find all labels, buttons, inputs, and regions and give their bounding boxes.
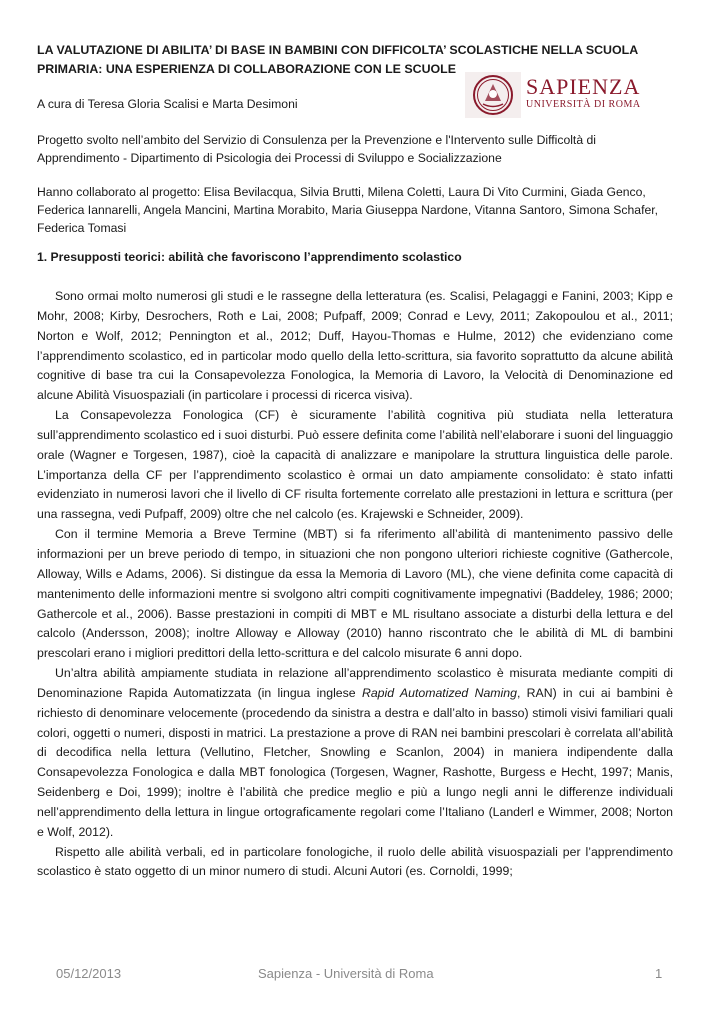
paragraph-text: , RAN) in cui ai bambini è richiesto di denominare velocemente (procedendo da sinistra a destra e dall’alto in basso) stimoli visivi familiari quali colori, oggetti o numeri, disposti in matrici. La prestazione a prove di RAN nei bambini prescolari è correlata all’abilità di decodifica nella lettura (Vellutino, Fletcher, Snowling e Scanlon, 2004) in maniera indipendente dalla Consapevolezza Fonologica e dalla MBT fonologica (Torgesen, Wagner, Rashotte, Burgess e Hecht, 1997; Manis, Seidenberg e Doi, 1999); inoltre è l’abilità che predice meglio e più a lungo negli anni le differenze individuali nell’apprendimento della lettura in lingue ortograficamente regolari come l’Italiano (Landerl e Wimmer, 2008; Norton e Wolf, 2012). — [37, 685, 674, 839]
logo-subtitle: UNIVERSITÀ DI ROMA — [526, 99, 641, 110]
section-heading: 1. Presupposti teorici: abilità che favoriscono l’apprendimento scolastico — [37, 250, 462, 264]
project-description: Progetto svolto nell’ambito del Servizio di Consulenza per la Prevenzione e l'Intervento sulle Difficoltà di Apprendimento - Dipartimento di Psicologia dei Processi di Sviluppo e Socializzazione — [37, 133, 596, 165]
paragraph: Con il termine Memoria a Breve Termine (MBT) si fa riferimento all’abilità di mantenimento passivo delle informazioni per un breve periodo di tempo, in situazioni che non pongono ulteriori richieste cognitive (Gathercole, Alloway, Wills e Adams, 2006). Si distingue da essa la Memoria di Lavoro (ML), che viene definita come capacità di mantenimento delle informazioni mentre si svolgono altri compiti cognitivamente impegnativi (Baddeley, 1986; 2000; Gathercole et al., 2006). Basse prestazioni in compiti di MBT e ML risultano associate a disturbi della lettura e del calcolo (Andersson, 2008); inoltre Alloway e Alloway (2010) hanno riscontrato che le abilità di ML di bambini prescolari erano i migliori predittori della letto-scrittura e del calcolo misurate 6 anni dopo. — [37, 527, 673, 661]
paragraph-text: Un’altra abilità ampiamente studiata in relazione all’apprendimento scolastico è misurata mediante compiti di Denominazione Rapida Automatizzata (in lingua inglese — [37, 666, 673, 700]
page-number: 1 — [655, 966, 663, 981]
paragraph — [37, 664, 673, 843]
logo-name: SAPIENZA — [526, 74, 641, 99]
body-text — [37, 287, 673, 882]
footer-institution: Sapienza - Università di Roma — [258, 966, 434, 981]
curators-line: A cura di Teresa Gloria Scalisi e Marta Desimoni — [37, 97, 298, 111]
paragraph: Sono ormai molto numerosi gli studi e le rassegne della letteratura (es. Scalisi, Pelagaggi e Fanini, 2003; Kipp e Mohr, 2008; Kirby, Desrochers, Roth e Lai, 2008; Pufpaff, 2009; Conrad e Levy, 2011; Zakopoulou et al., 2011; Norton e Wolf, 2012; Pennington et al., 2012; Duff, Hayou-Thomas e Hulme, 2012) che evidenziano come l’apprendimento scolastico, ed in particolar modo quello della letto-scrittura, sia favorito soprattutto da alcune abilità cognitive di base tra cui la Consapevolezza Fonologica, la Memoria di Lavoro, la Velocità di Denominazione ed alcune Abilità Visuospaziali (in particolare i processi di ricerca visiva). — [37, 289, 673, 403]
paragraph: La Consapevolezza Fonologica (CF) è sicuramente l’abilità cognitiva più studiata nella letteratura sull’apprendimento scolastico ed i suoi disturbi. Può essere definita come l’abilità nell’elaborare i suoni del linguaggio orale (Wagner e Torgesen, 1987), cioè la capacità di analizzare e manipolare la struttura linguistica delle parole. L’importanza della CF per l’apprendimento scolastico è ormai un dato ampiamente consolidato: è stato infatti evidenziato in numerosi lavori che il livello di CF risulta fortemente correlato alle prestazioni in lettura e scrittura (per una rassegna, vedi Pufpaff, 2009) oltre che nel calcolo (es. Krajewski e Schneider, 2009). — [37, 408, 673, 522]
footer-date: 05/12/2013 — [56, 966, 122, 981]
page-footer — [0, 966, 708, 986]
document-title: LA VALUTAZIONE DI ABILITA’ DI BASE IN BAMBINI CON DIFFICOLTA’ SCOLASTICHE NELLA SCUOLA PRIMARIA: UNA ESPERIENZA DI COLLABORAZIONE CON LE SCUOLE — [37, 43, 638, 76]
collaborators-list: Hanno collaborato al progetto: Elisa Bevilacqua, Silvia Brutti, Milena Coletti, Laura Di Vito Curmini, Giada Genco, Federica Iannarelli, Angela Mancini, Martina Morabito, Maria Giuseppa Nardone, Vitanna Santoro, Simona Schafer, Federica Tomasi — [37, 185, 659, 235]
paragraph: Rispetto alle abilità verbali, ed in particolare fonologiche, il ruolo delle abilità visuospaziali per l’apprendimento scolastico è stato oggetto di un minor numero di studi. Alcuni Autori (es. Cornoldi, 1999; — [37, 844, 673, 879]
italic-term: Rapid Automatized Naming — [361, 685, 517, 700]
